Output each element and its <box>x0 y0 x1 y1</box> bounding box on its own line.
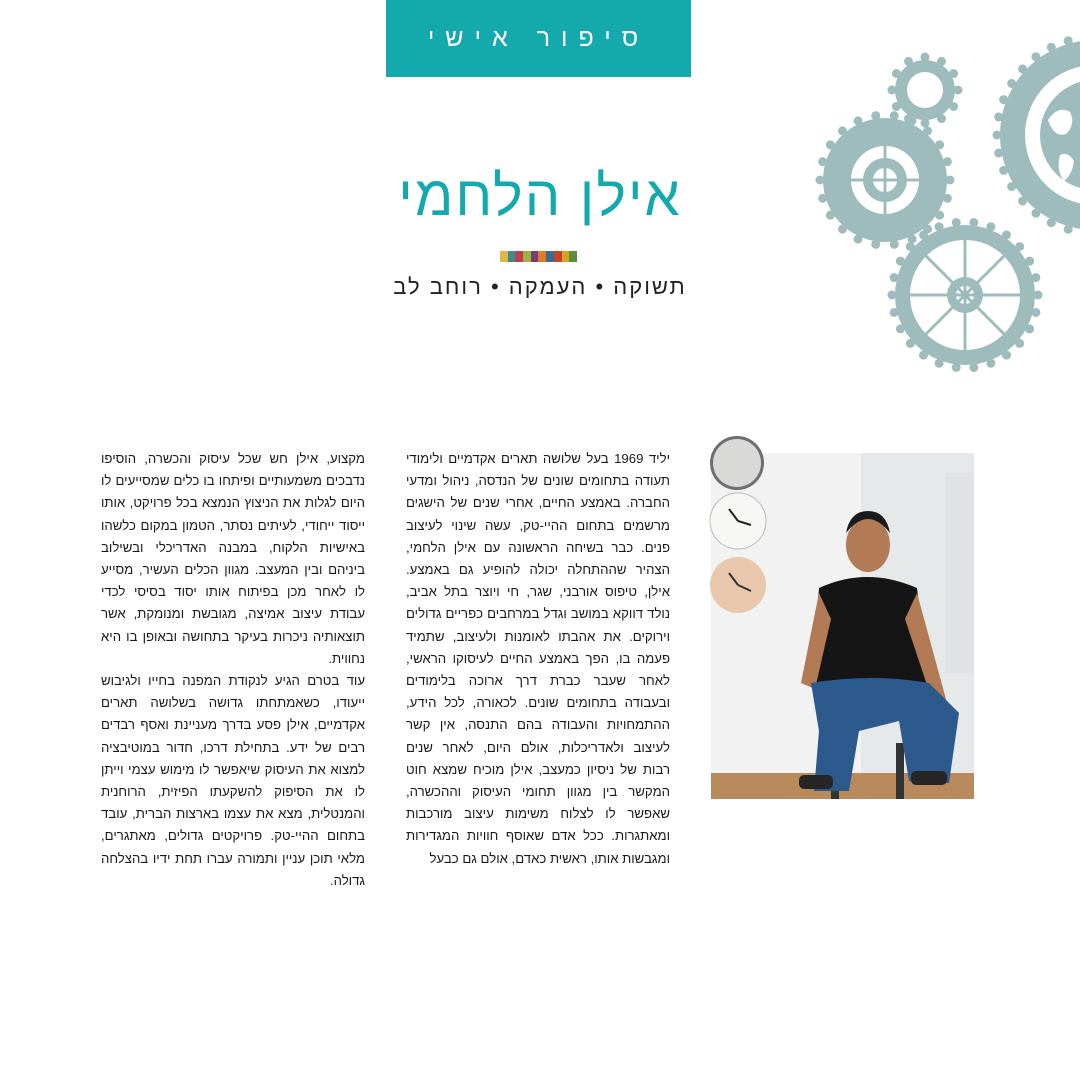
gear-tooth <box>904 57 913 66</box>
swatch-chip <box>515 251 523 262</box>
gear-tooth <box>888 86 897 95</box>
gear-tooth <box>999 166 1008 175</box>
swatch-chip <box>554 251 562 262</box>
gear-tooth <box>921 119 930 128</box>
gear-tooth <box>937 114 946 123</box>
gear-tooth <box>1031 273 1040 282</box>
gear-tooth <box>853 116 862 125</box>
gear-tooth <box>896 324 905 333</box>
swatch-chip <box>523 251 531 262</box>
gear-tooth <box>994 112 1003 121</box>
gear-tooth <box>986 359 995 368</box>
gear-tooth <box>1034 291 1043 300</box>
gear-tooth <box>906 339 915 348</box>
gear-tooth <box>935 140 944 149</box>
gear-tooth <box>906 242 915 251</box>
gear-tooth <box>1007 79 1016 88</box>
swatch-chip <box>538 251 546 262</box>
gear-tooth <box>826 211 835 220</box>
gear-tooth <box>816 176 825 185</box>
gear-tooth <box>1018 64 1027 73</box>
gear-tooth <box>871 111 880 120</box>
portrait-photo <box>711 453 974 799</box>
gear-tooth <box>1018 197 1027 206</box>
section-title: סיפור אישי <box>427 24 650 52</box>
gear-tooth <box>954 86 963 95</box>
swatch-chip <box>562 251 570 262</box>
swatch-chip <box>531 251 539 262</box>
gear-tooth <box>888 291 897 300</box>
color-swatch <box>500 251 577 262</box>
gear-tooth <box>994 149 1003 158</box>
gear-tooth <box>1031 209 1040 218</box>
gear-tooth <box>935 359 944 368</box>
gear-tooth <box>1047 43 1056 52</box>
gear-tooth <box>923 126 932 135</box>
gear-tooth <box>969 218 978 227</box>
gear-tooth <box>890 273 899 282</box>
gear-tooth <box>871 240 880 249</box>
gear-tooth <box>1025 324 1034 333</box>
gear-tooth <box>908 235 917 244</box>
gear-tooth <box>943 157 952 166</box>
gear-tooth <box>1007 182 1016 191</box>
gear-tooth <box>952 218 961 227</box>
gear-tooth <box>890 111 899 120</box>
gear-tooth <box>890 308 899 317</box>
gear-tooth <box>993 131 1002 140</box>
gear-tooth <box>1064 36 1073 45</box>
body-column-left <box>101 448 365 892</box>
gear-tooth <box>919 351 928 360</box>
swatch-chip <box>508 251 516 262</box>
paragraph: יליד 1969 בעל שלושה תארים אקדמיים ולימודי תעודה בתחומים שונים של הנדסה, ניהול ומדעי החברה. באמצע החיים, אחרי שנים של הישגים מרשמים בתחום ההיי-טק, עשה שינוי לעיצוב פנים. כבר בשיחה הראשונה עם אילן הלחמי, הצהיר שההתחלה יכולה להופיע גם באמצע. אילן, טיפוס אורבני, שגר, חי ויוצר בתל אביב, נולד דווקא במושב וגדל במרחבים כפריים גדולים וירוקים. את אהבתו לאומנות ולעיצוב, שתמיד פעמה בו, הפך באמצע החיים לעיסוקו הראשי, לאחר שעבר כברת דרך ארוכה בלימודים ובעבודה בתחומים שונים. לכאורה, לכל הידע, ההתמחויות והעבודה בהם התנסה, אין קשר לעיצוב ולאדריכלות, אולם היום, לאחר שנים רבות של ניסיון כמעצב, אילן מוכיח שמצא חוט המקשר בין מגוון תחומי העיסוק וההכשרה, שאפשר לו לצלוח משימות עיצוב מורכבות ומאתגרות. ככל אדם שאוסף חוויות המגדירות ומגבשות אותו, ראשית כאדם, אולם גם כבעל <box>406 451 670 866</box>
swatch-chip <box>569 251 577 262</box>
gear-tooth <box>1002 351 1011 360</box>
gear-tooth <box>892 102 901 111</box>
gear-tooth <box>1031 308 1040 317</box>
gear-tooth <box>1031 52 1040 61</box>
paragraph: עוד בטרם הגיע לנקודת המפנה בחייו ולגיבוש ייעודו, כשאמתחתו גדושה בשלושה תארים אקדמיים, אילן פסע בדרך מעניינת ואסף רבדים רבים של ידע. בתחילת דרכו, חדור במוטיבציה למצוא את העיסוק שיאפשר לו מימוש עצמי וייתן לו את הסיפוק להשקעתו הפיזית, הרוחנית והמנטלית, מצא את עצמו בארצות הברית, עובד בתחום ההיי-טק. פרויקטים גדולים, מאתגרים, מלאי תוכן עניין ותמורה עברו תחת ידיו בהצלחה גדולה. <box>101 673 365 888</box>
gear-tooth <box>1002 230 1011 239</box>
gear-tooth <box>949 69 958 78</box>
gear-tooth <box>969 363 978 372</box>
gear-tooth <box>937 57 946 66</box>
swatch-chip <box>546 251 554 262</box>
gear-tooth <box>853 235 862 244</box>
gear-tooth <box>952 363 961 372</box>
gear-tooth <box>892 69 901 78</box>
gear-tooth <box>943 194 952 203</box>
gear-tooth <box>1015 339 1024 348</box>
gears-wall-clock-icon <box>820 25 1080 385</box>
gear-tooth <box>1015 242 1024 251</box>
gear-tooth <box>946 176 955 185</box>
gear-tooth <box>908 116 917 125</box>
gear-tooth <box>949 102 958 111</box>
gear-tooth <box>896 257 905 266</box>
gear-tooth <box>935 211 944 220</box>
gear-tooth <box>1025 257 1034 266</box>
gear-tooth <box>935 222 944 231</box>
gear-tooth <box>1047 218 1056 227</box>
person-name: אילן הלחמי <box>398 164 682 227</box>
gear-tooth <box>919 230 928 239</box>
gear-tooth <box>999 95 1008 104</box>
swatch-chip <box>500 251 508 262</box>
gear-tooth <box>986 222 995 231</box>
gear-tooth <box>921 53 930 62</box>
gear-tooth <box>838 126 847 135</box>
gear-tooth <box>890 240 899 249</box>
body-column-right <box>406 448 670 866</box>
gear-tooth <box>1064 225 1073 234</box>
section-title-banner <box>386 0 691 77</box>
gear-tooth <box>838 225 847 234</box>
gear-tooth <box>818 194 827 203</box>
paragraph: מקצוע, אילן חש שכל עיסוק והכשרה, הוסיפו נדבכים משמעותיים ופיתחו בו כלים שמסייעים לו היום לגלות את הניצוץ הנמצא בכל פרויקט, אותו ייסוד ייחודי, לעיתים נסתר, הטמון במקום כלשהו באישיות הלקוח, במבנה האדריכלי ובשילוב ביניהם ובין המעצב. מגוון הכלים העשיר, מסייע לו לאחר מכן בפיתוח אותו יסוד בסיסי לכדי עבודת עיצוב אמיצה, מגובשת ומנומקת, אשר תוצאותיה ניכרות בעיקר בתחושה ובאופן בו היא נחווית. <box>101 451 365 666</box>
tagline: תשוקה • העמקה • רוחב לב <box>393 274 687 299</box>
gear-tooth <box>818 157 827 166</box>
gear-tooth <box>826 140 835 149</box>
